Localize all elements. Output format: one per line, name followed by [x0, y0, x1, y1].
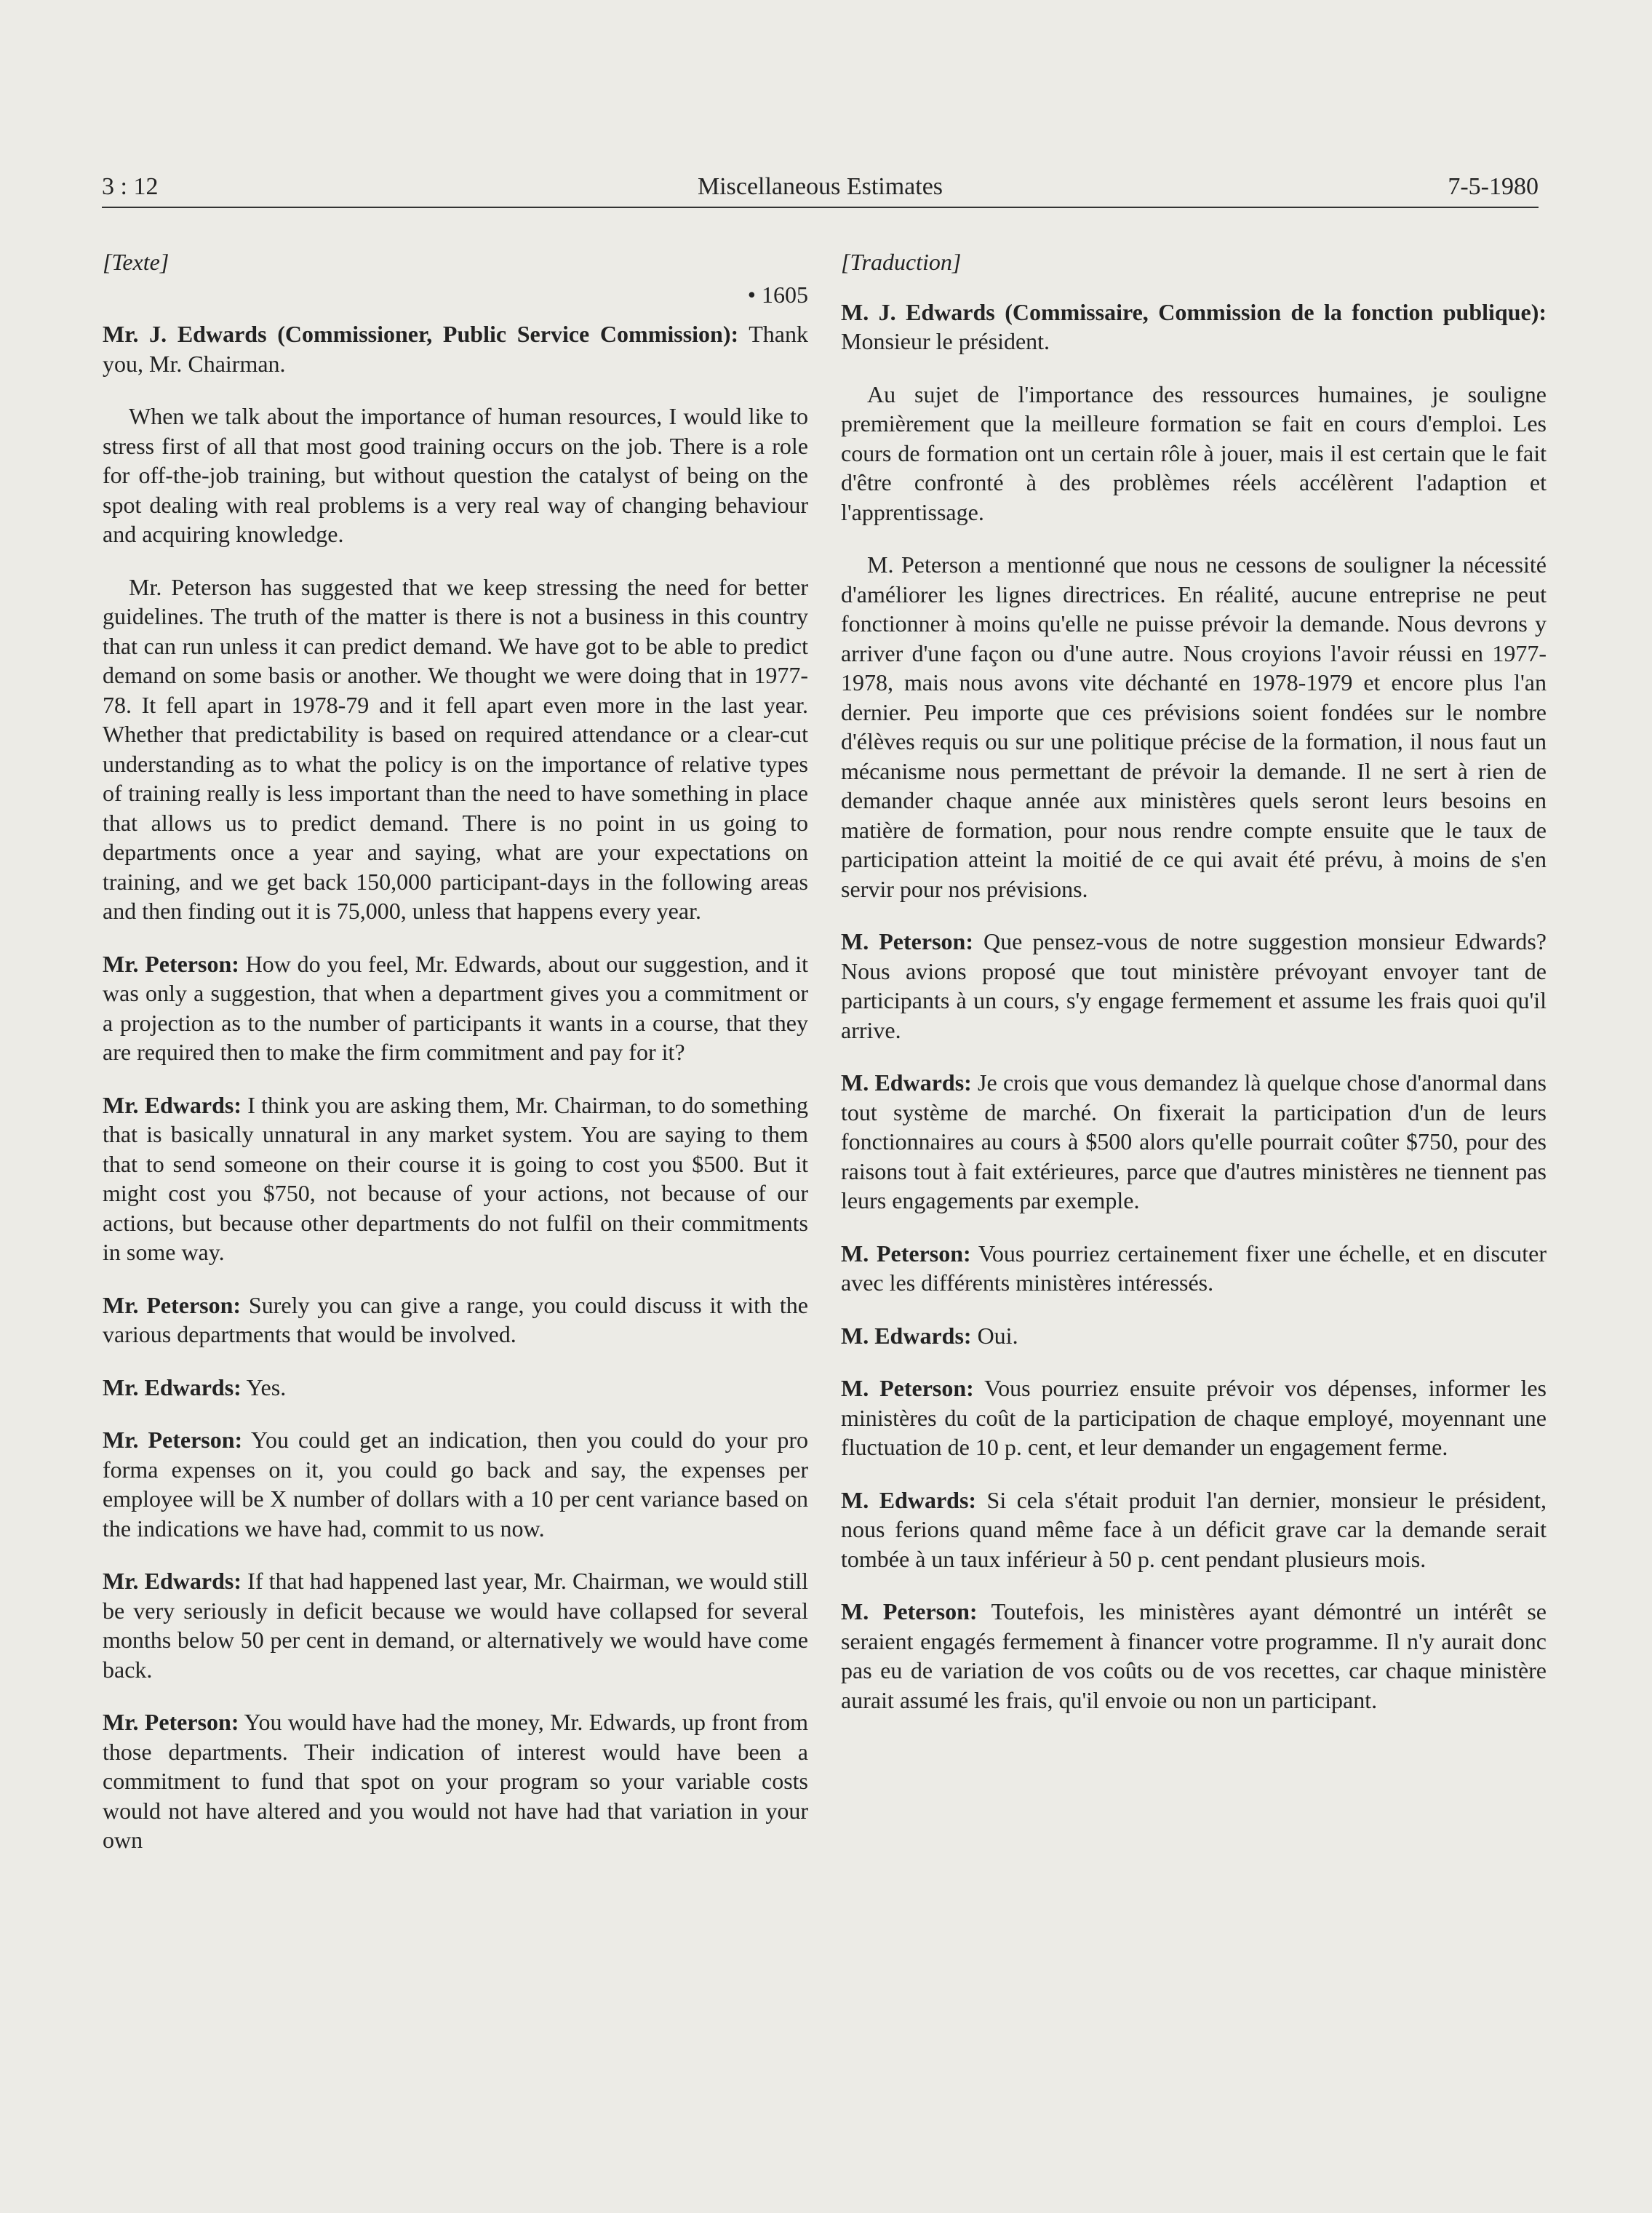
transcript-paragraph: [103, 1707, 808, 1855]
speaker-name: M. Peterson:: [841, 1598, 978, 1624]
transcript-paragraph: [103, 949, 808, 1067]
transcript-paragraph: [841, 1486, 1547, 1574]
transcript-paragraph: [103, 1425, 808, 1543]
paragraph-text: You could get an indication, then you could do your pro forma expenses on it, you could go back and say, the expenses per employee will be X number of dollars with a 10 per cent variance based on the indications we have had, commit to us now.: [103, 1427, 809, 1542]
speaker-name: Mr. J. Edwards (Commissioner, Public Service Commission):: [103, 321, 739, 347]
paragraph-text: Toutefois, les ministères ayant démontré un intérêt se seraient engagés fermement à financer votre programme. Il n'y aurait donc pas eu de variation de vos coûts ou de vos recettes, car chaque ministère aurait assumé les frais, qu'il envoie ou non un participant.: [841, 1598, 1547, 1713]
paragraph-text: Vous pourriez ensuite prévoir vos dépenses, informer les ministères du coût de la participation de chaque employé, moyennant une fluctuation de 10 p. cent, et leur demander un engagement ferme.: [841, 1375, 1547, 1460]
paragraph-text: Yes.: [241, 1373, 287, 1400]
transcript-paragraph: [841, 1239, 1547, 1298]
paragraph-text: I think you are asking them, Mr. Chairman, to do something that is basically unnatural in any market system. You are saying to them that to send someone on their course it is going to cost you $500. But it might cost you $750, not because of your actions, not because of our actions, but because other departments do not fulfil on their commitments in some way.: [103, 1091, 809, 1265]
transcript-paragraph: [841, 1373, 1547, 1462]
document-date: 7-5-1980: [1448, 173, 1539, 200]
speaker-name: M. Edwards:: [841, 1069, 972, 1096]
paragraph-text: Surely you can give a range, you could discuss it with the various departments that would be involved.: [103, 1291, 809, 1347]
transcript-paragraph: [103, 1090, 808, 1267]
paragraph-text: Que pensez-vous de notre suggestion monsieur Edwards? Nous avions proposé que tout ministère prévoyant envoyer tant de participants à un cours, s'y engage fermement et assume les frais quoi qu'il arrive.: [841, 928, 1547, 1043]
paragraph-text: Mr. Peterson has suggested that we keep stressing the need for better guidelines. The truth of the matter is there is not a business in this country that can run unless it can predict demand. We have got to be able to predict demand on some basis or another. We thought we were doing that in 1977-78. It fell apart in 1978-79 and it fell apart even more in the last year. Whether that predictability is based on required attendance or a clear-cut understanding as to what the policy is on the importance of relative types of training really is less important than the need to have something in place that allows us to predict demand. There is no point in us going to departments once a year and saying, what are your expectations on training, and we get back 150,000 participant-days in the following areas and then finding out it is 75,000, unless that happens every year.: [103, 573, 808, 924]
speaker-name: Mr. Peterson:: [103, 1427, 243, 1453]
transcript-paragraph: [841, 1068, 1547, 1216]
timestamp: • 1605: [747, 281, 808, 308]
transcript-paragraph: [841, 380, 1547, 527]
speaker-name: Mr. Edwards:: [103, 1568, 242, 1594]
speaker-name: M. J. Edwards (Commissaire, Commission de la fonction publique):: [841, 298, 1547, 325]
speaker-name: Mr. Peterson:: [103, 950, 239, 977]
speaker-name: Mr. Peterson:: [103, 1709, 239, 1735]
speaker-name: Mr. Edwards:: [103, 1373, 242, 1400]
paragraph-text: Oui.: [971, 1322, 1018, 1349]
language-marker: [Texte]: [103, 249, 169, 275]
transcript-paragraph: [103, 1291, 808, 1349]
transcript-paragraph: [841, 298, 1547, 356]
page-number: 3 : 12: [102, 173, 159, 200]
transcript-paragraph: [103, 319, 808, 378]
speaker-name: Mr. Edwards:: [103, 1091, 242, 1118]
language-marker: [Traduction]: [841, 249, 962, 275]
french-column: [841, 247, 1547, 1738]
paragraph-text: When we talk about the importance of human resources, I would like to stress first of all that most good training occurs on the job. There is a role for off-the-job training, but without question the catalyst of being on the spot dealing with real problems is a very real way of changing behaviour and acquiring knowledge.: [103, 403, 808, 547]
paragraph-text: M. Peterson a mentionné que nous ne cessons de souligner la nécessité d'améliorer les lignes directrices. En réalité, aucune entreprise ne peut fonctionner à moins qu'elle ne puisse prévoir la demande. Nous devrons y arriver d'une façon ou d'une autre. Nous croyions l'avoir réussi en 1977-1978, mais nous avons vite déchanté en 1978-1979 et encore plus l'an dernier. Peu importe que ces prévisions soient fondées sur le nombre d'élèves requis ou sur une politique précise de la formation, il nous faut un mécanisme nous permettant de prévoir la demande. Il ne sert à rien de demander chaque année aux ministères quels seront leurs besoins en matière de formation, pour nous rendre compte ensuite que le taux de participation atteint la moitié de ce qui avait été prévu, à moins de s'en servir pour nos prévisions.: [841, 551, 1547, 902]
speaker-name: M. Peterson:: [841, 928, 973, 954]
paragraph-text: You would have had the money, Mr. Edwards, up front from those departments. Their indication of interest would have been a commitment to fund that spot on your program so your variable costs would not have altered and you would not have had that variation in your own: [103, 1709, 809, 1853]
paragraph-text: Monsieur le président.: [841, 328, 1050, 354]
english-column: [103, 247, 808, 1878]
transcript-paragraph: [103, 1566, 808, 1684]
paragraph-text: Au sujet de l'importance des ressources humaines, je souligne premièrement que la meilleure formation se fait en cours d'emploi. Les cours de formation ont un certain rôle à jouer, mais il est certain que le fait d'être confronté à des problèmes réels accélèrent l'adaption et l'apprentissage.: [841, 380, 1547, 525]
paragraph-text: Vous pourriez certainement fixer une échelle, et en discuter avec les différents ministères intéressés.: [841, 1240, 1547, 1296]
paragraph-text: If that had happened last year, Mr. Chairman, we would still be very seriously in deficit because we would have collapsed for several months below 50 per cent in demand, or alternatively we would have come back.: [103, 1568, 809, 1683]
speaker-name: M. Peterson:: [841, 1240, 971, 1267]
speaker-name: M. Edwards:: [841, 1322, 972, 1349]
transcript-paragraph: [841, 550, 1547, 904]
transcript-paragraph: [841, 1597, 1547, 1715]
paragraph-text: Si cela s'était produit l'an dernier, monsieur le président, nous ferions quand même face à un déficit grave car la demande serait tombée à un taux inférieur à 50 p. cent pendant plusieurs mois.: [841, 1486, 1547, 1572]
speaker-name: Mr. Peterson:: [103, 1291, 242, 1318]
paragraph-text: Je crois que vous demandez là quelque chose d'anormal dans tout système de marché. On fixerait la participation d'un de leurs fonctionnaires au cours à $500 alors qu'elle pourrait coûter $750, pour des raisons tout à fait extérieures, parce que d'autres ministères ne tiennent pas leurs engagements par exemple.: [841, 1069, 1547, 1213]
transcript-paragraph: [841, 1321, 1547, 1351]
paragraph-text: How do you feel, Mr. Edwards, about our suggestion, and it was only a suggestion, that when a department gives you a commitment or a projection as to the number of participants it wants in a course, that they are required then to make the firm commitment and pay for it?: [103, 950, 809, 1065]
speaker-name: M. Peterson:: [841, 1375, 974, 1401]
speaker-name: M. Edwards:: [841, 1486, 977, 1513]
transcript-paragraph: [841, 927, 1547, 1045]
transcript-paragraph: [103, 1373, 808, 1403]
page-header: [102, 169, 1539, 208]
document-title: Miscellaneous Estimates: [697, 173, 943, 200]
transcript-paragraph: [103, 573, 808, 926]
transcript-paragraph: [103, 402, 808, 549]
paragraph-text: Thank you, Mr. Chairman.: [103, 321, 809, 377]
